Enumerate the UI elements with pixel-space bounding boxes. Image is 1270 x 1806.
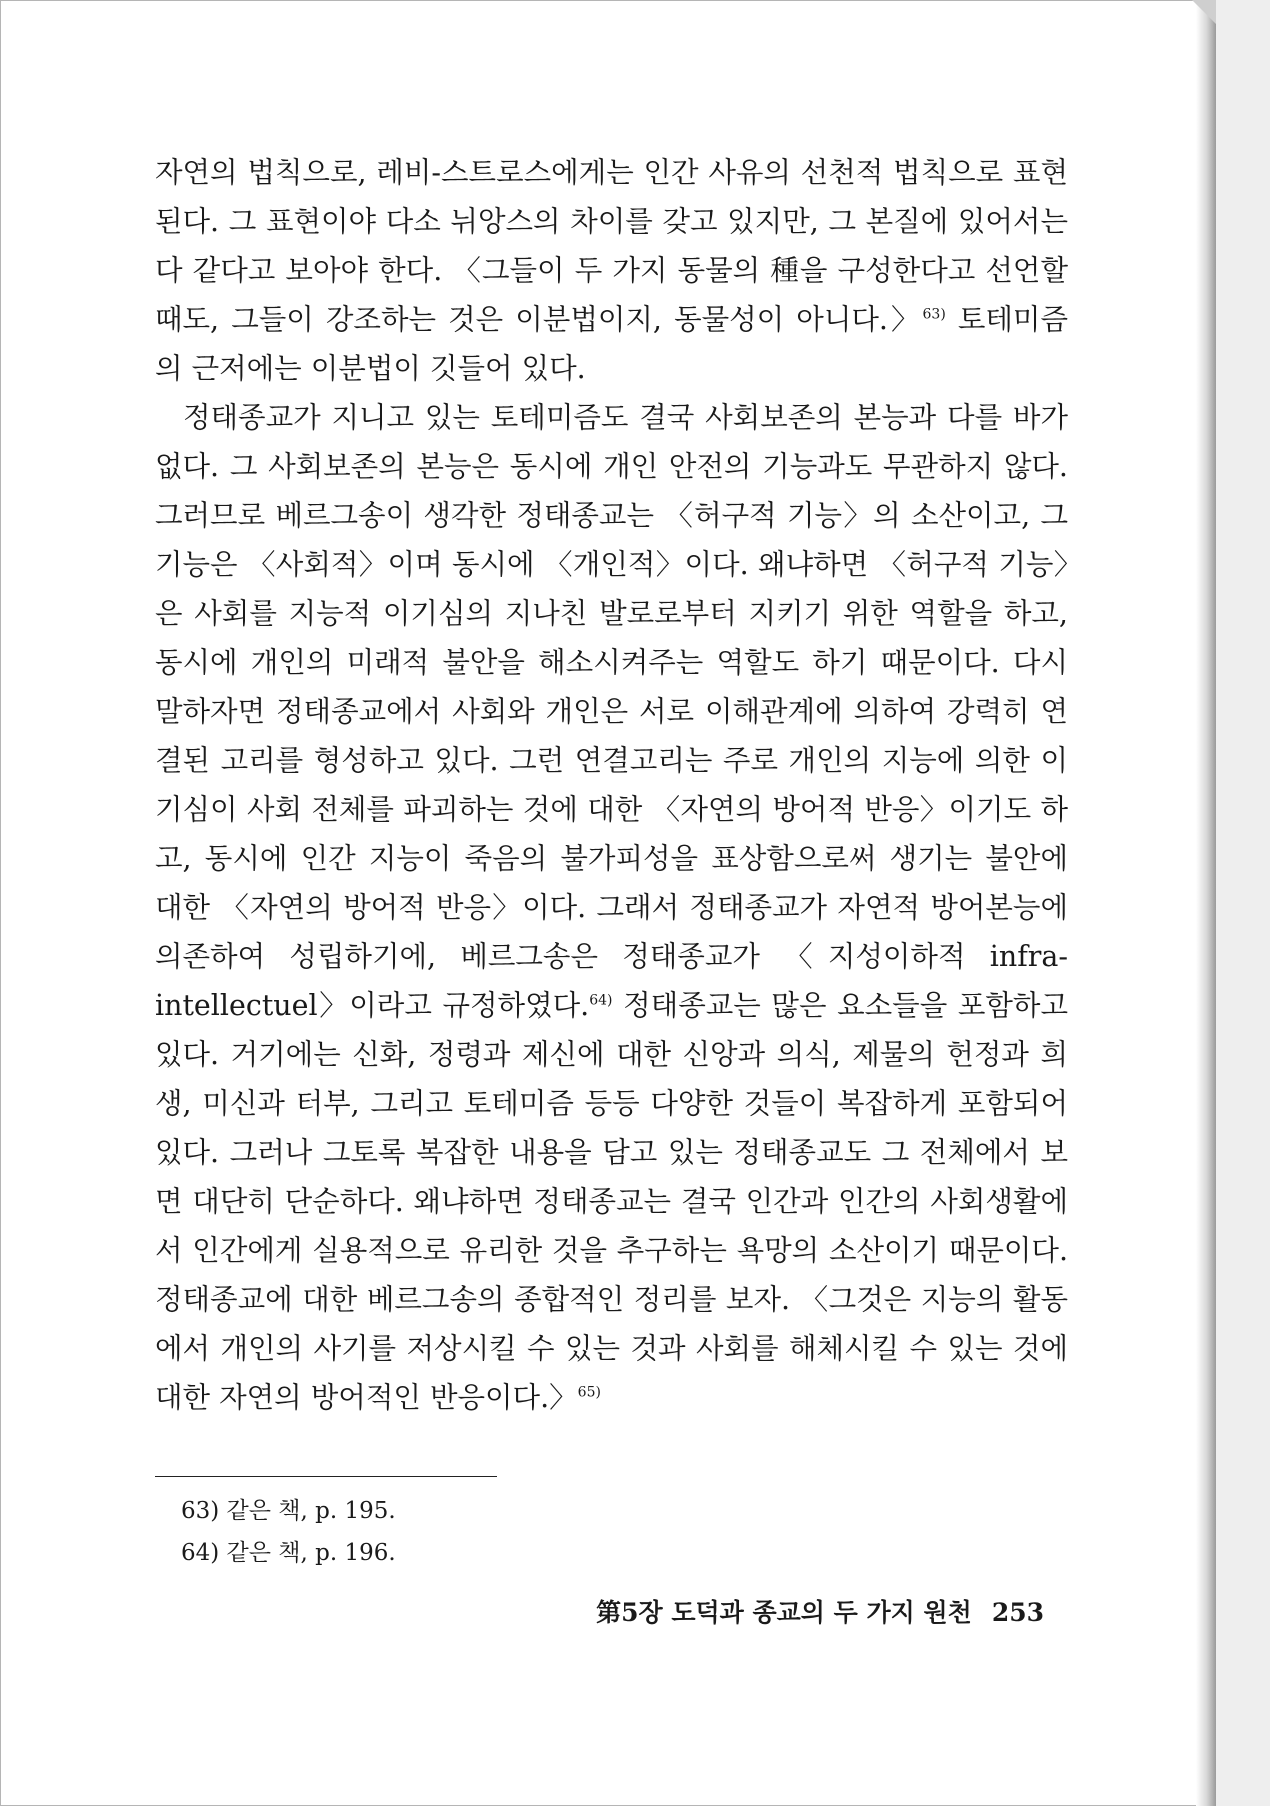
paragraph-text: 토테미즘의 근저에는 이분법이 깃들어 있다. (155, 303, 1068, 385)
body-text (155, 148, 1068, 1422)
running-footer (560, 1593, 1044, 1633)
paragraph-text: 정태종교가 지니고 있는 토테미즘도 결국 사회보존의 본능과 다를 바가 없다. 그 사회보존의 본능은 동시에 개인 안전의 기능과도 무관하지 않다. 그러므로 베르그송이 생각한 정태종교는 〈허구적 기능〉의 소산이고, 그 기능은 〈사회적〉이며 동시에 〈개인적〉이다. 왜냐하면 〈허구적 기능〉은 사회를 지능적 이기심의 지나친 발로로부터 지키기 위한 역할을 하고, 동시에 개인의 미래적 불안을 해소시켜주는 역할도 하기 때문이다. 다시 말하자면 정태종교에서 사회와 개인은 서로 이해관계에 의하여 강력히 연결된 고리를 형성하고 있다. 그런 연결고리는 주로 개인의 지능에 의한 이기심이 사회 전체를 파괴하는 것에 대한 〈자연의 방어적 반응〉이기도 하고, 동시에 인간 지능이 죽음의 불가피성을 표상함으로써 생기는 불안에 대한 〈자연의 방어적 반응〉이다. 그래서 정태종교가 자연적 방어본능에 의존하여 성립하기에, 베르그송은 정태종교가 〈지성이하적 infra-intellectuel〉이라고 규정하였다. (155, 401, 1068, 1022)
paragraph-text: 자연의 법칙으로, 레비-스트로스에게는 인간 사유의 선천적 법칙으로 표현된다. 그 표현이야 다소 뉘앙스의 차이를 갖고 있지만, 그 본질에 있어서는 다 같다고 보아야 한다. 〈그들이 두 가지 동물의 種을 구성한다고 선언할 때도, 그들이 강조하는 것은 이분법이지, 동물성이 아니다.〉 (155, 156, 1068, 336)
footnote-reference: 63) (922, 306, 946, 323)
paragraph-1 (155, 148, 1068, 393)
footnote-63: 63) 같은 책, p. 195. (181, 1498, 396, 1524)
footnote-64: 64) 같은 책, p. 196. (181, 1540, 396, 1566)
footnotes (181, 1490, 396, 1574)
chapter-title: 第5장 도덕과 종교의 두 가지 원천 (596, 1598, 972, 1627)
footnote-reference: 64) (589, 992, 613, 1009)
paragraph-text: 정태종교는 많은 요소들을 포함하고 있다. 거기에는 신화, 정령과 제신에 대한 신앙과 의식, 제물의 헌정과 희생, 미신과 터부, 그리고 토테미즘 등등 다양한 것들이 복잡하게 포함되어 있다. 그러나 그토록 복잡한 내용을 담고 있는 정태종교도 그 전체에서 보면 대단히 단순하다. 왜냐하면 정태종교는 결국 인간과 인간의 사회생활에서 인간에게 실용적으로 유리한 것을 추구하는 욕망의 소산이기 때문이다. 정태종교에 대한 베르그송의 종합적인 정리를 보자. 〈그것은 지능의 활동에서 개인의 사기를 저상시킬 수 있는 것과 사회를 해체시킬 수 있는 것에 대한 자연의 방어적인 반응이다.〉 (155, 989, 1068, 1414)
page-spine-shadow (1196, 0, 1216, 1806)
page-number: 253 (991, 1598, 1044, 1627)
footnote-reference: 65) (577, 1384, 601, 1401)
footnote-divider (155, 1476, 497, 1477)
paragraph-2 (155, 393, 1068, 1422)
page-fold-corner (1192, 0, 1216, 24)
background-strip (1216, 0, 1270, 1806)
